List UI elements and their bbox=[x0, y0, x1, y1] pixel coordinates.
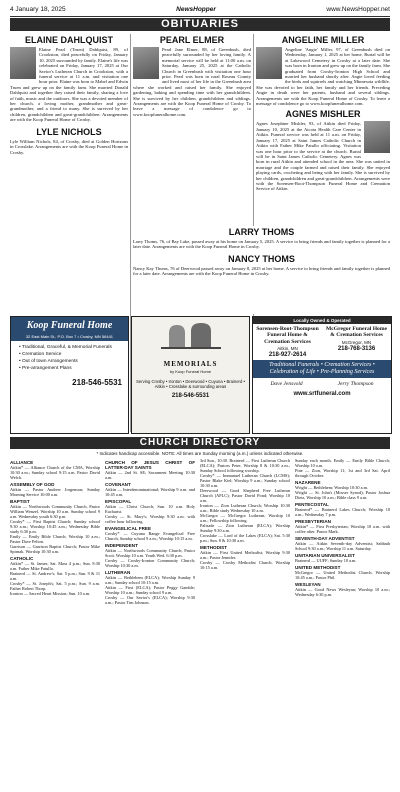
obit-text-lyle: Lyle William Nichols, 84, of Crosby, died at Golden Horizons in Crosslake. Arrangements are with the Koop Funeral Home in Crosby. bbox=[10, 138, 128, 155]
denomination-heading: INDEPENDENT bbox=[105, 543, 138, 548]
obit-text-pearl: Pearl Jane Elmer, 88, of Greenbush, died peacefully surrounded by her loving family. A memorial service will be held at 11:00 a.m. on Saturday, January 25, 2025 at the Catholic Church in Greenbush with visitation one hour prior. Pearl was born in rural Roseau County and lived most of her life in the Greenbush area where she worked and raised her family. She enjoyed gardening, baking and spending time with her grandchildren. She is survived by her children, grandchildren and siblings. Arrangements are with the Koop Funeral Home of Crosby. To leave a message of condolence go to www.koopfuneralhome.com. bbox=[133, 47, 251, 117]
church-listing: Crosby — Our Savior's (ELCA); Worship 9:30 a.m.; Pastor Tim Johnson. bbox=[105, 595, 195, 605]
church-listing: Crosby* — First Baptist Church; Sunday school 9:30 a.m.; Worship 10:45 a.m.; Wednesday Bible study 6:30 p.m. bbox=[10, 519, 100, 534]
website-link[interactable]: www.NewsHopper.net bbox=[326, 6, 390, 13]
church-listing: Garrison — Garrison Baptist Church; Pastor Mike Spirnak. Worship 10:30 a.m. bbox=[10, 544, 100, 554]
church-listing: Brainerd* — Brainerd Lakes Church; Worship 10 a.m.; Wednesday 7 p.m. bbox=[295, 507, 390, 517]
koop-ad-phone[interactable]: 218-546-5531 bbox=[72, 378, 122, 387]
obit-text-elaine: Elaine Pearl (Truen) Dahlquist, 89, of Crookston, died peacefully on Friday, January 10, 2025 surrounded by family. Elaine's life was celebrated on Friday, January 17, 2025 at Our Savior's Lutheran Church in Crookston, with a funeral service at 11 a.m. and visitation one hour prior. Elaine was born to Mabel and Edwin Truen and grew up on the family farm. She married Donald Dahlquist and together they raised their family, sharing a love of faith, music and the outdoors. She was a devoted member of her church, a loving mother, grandmother and great-grandmother, and a friend to many. She is survived by her children, grandchildren and great-grandchildren. Arrangements are with the Koop Funeral Home of Crosby. bbox=[10, 47, 128, 123]
page-date: 4 January 18, 2025 bbox=[10, 6, 66, 13]
church-listing: Aitkin* — First Presbyterian; Worship 10 a.m. with coffee after. Pastor Mark. bbox=[295, 524, 390, 534]
denomination-heading: LUTHERAN bbox=[105, 570, 131, 575]
funeral-home-left bbox=[253, 324, 322, 360]
denomination-heading: METHODIST bbox=[200, 545, 228, 550]
church-listing: Aitkin — Bethlehem (ELCA); Worship Sunday 9 a.m.; Sunday school 10:15 a.m. bbox=[105, 575, 195, 585]
koop-service-item: • Out of town Arrangements bbox=[19, 359, 78, 364]
obit-text-agnes: Agnes Josephine Mishler, 93, of Aitkin died Friday, January 10, 2025 at the Aicota Health Care Center in Aitkin. Funeral service was held at 11 a.m. on Friday, January 17, 2025 at Saint James Catholic Church in Aitkin with Father Mike Patullo officiating. Visitation was one hour prior to the service at the church. Burial will be in Saint James Catholic Cemetery. Agnes was born in rural Aitkin and attended school in the area. She was united in marriage and the couple farmed and raised their family. She enjoyed playing cards, crocheting and being with her family. She is survived by her children, grandchildren and great-grandchildren. Arrangements were with the Sorensen-Root-Thompson Funeral Home and Cremation Service of Aitkin. bbox=[256, 121, 390, 192]
denomination-heading: NAZARENE bbox=[295, 480, 321, 485]
church-listing: Aitkin — Northwoods Community Church, Pastor William Wenzel. Worship 10 a.m. Sunday school 9 a.m. Wednesday youth 6:30 p.m. bbox=[10, 504, 100, 519]
denomination-heading: BAPTIST bbox=[10, 499, 30, 504]
denomination-heading: EPISCOPAL bbox=[105, 499, 132, 504]
church-listing: Crosby* — St. Joseph's; Sat. 5 p.m.; Sun. 9 a.m. Father Robert Thorp. bbox=[10, 581, 100, 591]
portrait-photo-angeline bbox=[256, 47, 282, 79]
church-listing: Crosby* — Immanuel Lutheran Church (LCMS); Pastor Blake Kiel; Worship 9 a.m.; Sunday school 10:30 a.m. bbox=[200, 473, 290, 488]
obituaries-banner: OBITUARIES bbox=[10, 18, 390, 31]
church-directory-note: * Indicates handicap accessible. NOTE: All times are Sunday morning (a.m.) unless indicated otherwise. bbox=[96, 451, 304, 456]
church-listing: Crosby — Crosby-Ironton Community Church; Worship 10:30 a.m. bbox=[105, 558, 195, 568]
church-listing: Crosby — St. Mary's; Worship 9:30 a.m. with coffee hour following. bbox=[105, 514, 195, 524]
denomination-heading: WESLEYAN bbox=[295, 582, 321, 587]
funeral-home-right-name: McGregor Funeral Home & Cremation Services bbox=[326, 326, 387, 339]
church-listing: Wright — St. John's (Mosser Synod); Pastor Joshua Dietz, Worship 10 a.m.; Bible class 9 a.m. bbox=[295, 490, 390, 500]
church-listing: Ironton — Zion Lutheran Church; Worship 10:30 a.m.; Bible study Wednesday 10 a.m. bbox=[200, 503, 290, 513]
church-listing: Brainerd — St. Andrew's; Sat. 5 p.m.; Sun. 9 & 11 a.m. bbox=[10, 571, 100, 581]
church-listing: Palisade — Zion Lutheran (ELCA); Worship Sunday 9:30 a.m. bbox=[200, 523, 290, 533]
obit-text-angeline: Angeline 'Angie' Miller, 97, of Greenbush died on Wednesday, January 1, 2025 at her home. Burial will be at Lakewood Cemetery in Crosby at a later date. She was born in Ironton and grew up on the family farm. She graduated from Crosby-Ironton High School and married her husband shortly after. Angie loved feeding the birds and squirrels and watching Minnesota wildlife. She was devoted to her faith, her family and her friends. Preceding Angie in death were her parents, husband and several siblings. Arrangements are with the Koop Funeral Home of Crosby. To leave a message of condolence go to www.koopfuneralhome.com. bbox=[256, 47, 390, 107]
obit-text-nancy: Nancy Kay Thoms, 76 of Deerwood passed away on January 8, 2025 at her home. A service to bring friends and family together is planned for a later date. Arrangements are with the Koop Funeral Home in Crosby. bbox=[133, 265, 390, 277]
church-listing: Pine — Zion, Worship 11; 1st and 3rd Sat. April through October. bbox=[295, 468, 390, 478]
church-listing: Aitkin* — St. James; Sat. Mass 4 p.m.; Sun. 8:30 a.m. Father Mike Patullo. bbox=[10, 561, 100, 571]
denomination-heading: UNITARIAN UNIVERSALIST bbox=[295, 553, 355, 558]
koop-ad-title: Koop Funeral Home bbox=[11, 317, 128, 334]
church-listing: Aitkin — Good News Wesleyan; Worship 10 a.m.; Wednesday 6:30 p.m. bbox=[295, 587, 390, 597]
church-listing: Ironton — Sacred Heart Mission; Sun. 10 a.m. bbox=[10, 591, 91, 596]
denomination-heading: CATHOLIC bbox=[10, 556, 34, 561]
church-listing: McGregor — United Methodist Church; Worship 10:45 a.m.; Pastor Phil. bbox=[295, 570, 390, 580]
funeral-ad-row bbox=[253, 324, 391, 360]
obit-lower-block bbox=[133, 226, 390, 314]
church-listing: Sunday each month. Emily — Emily Bible Church; Worship 10 a.m. bbox=[295, 458, 390, 468]
memorials-phone[interactable]: 218-546-5531 bbox=[171, 393, 210, 400]
funeral-home-left-name: Sorensen-Root-Thompson Funeral Home & Cremation Services bbox=[256, 326, 319, 345]
koop-service-item: • Cremation Service bbox=[19, 352, 62, 357]
church-listing: Emily — Emily Bible Church; Worship 10 a.m.; Pastor Dave Pelton. bbox=[10, 534, 100, 544]
obit-name-pearl: PEARL ELMER bbox=[159, 35, 225, 45]
church-column-4 bbox=[295, 458, 390, 788]
koop-service-item: • Traditional, Graceful, & Memorial Funerals bbox=[19, 345, 112, 350]
funeral-services-band: Traditional Funerals • Cremation Services • Celebration of Life • Pre-Planning Services bbox=[253, 360, 391, 378]
church-listing: McGregor — McGregor Lutheran; Worship 10 a.m.; Fellowship following. bbox=[200, 513, 290, 523]
church-listing: Aitkin — 2nd St. SE; Sacrament Meeting 10:30 a.m. bbox=[105, 470, 195, 480]
koop-service-item: • Pre-arrangement Plans bbox=[19, 366, 72, 371]
denomination-heading: UNITED METHODIST bbox=[295, 565, 341, 570]
denomination-heading: EVANGELICAL FREE bbox=[105, 526, 152, 531]
church-listing: Aitkin* — Alliance Church of the CMA, Worship 10:30 a.m.; Sunday school 9:15 a.m. Pastor David Welch. bbox=[10, 465, 100, 480]
church-listing: Crosby* — Cuyuna Range Evangelical Free Church; Sunday school 9 a.m.; Worship 10:15 a.m. bbox=[105, 531, 195, 541]
funeral-home-right-city: McGregor, MN bbox=[341, 339, 372, 345]
church-listing: Aitkin — Christ Church; Sun. 10 a.m. Holy Eucharist. bbox=[105, 504, 195, 514]
denomination-heading: COVENANT bbox=[105, 482, 131, 487]
church-listing: Aitkin — Interdenominational; Worship 9 a.m. and 10:45 a.m. bbox=[105, 487, 195, 497]
memorials-sub: by Koop Funeral Home bbox=[169, 369, 212, 374]
church-listing: Aitkin — Aitkin Seventh-day Adventist; Sabbath School 9:30 a.m.; Worship 11 a.m. Saturday. bbox=[295, 541, 390, 551]
church-directory-banner: CHURCH DIRECTORY bbox=[10, 437, 390, 449]
funeral-homes-ad[interactable] bbox=[252, 316, 392, 434]
koop-ad-address: 32 East Main St., P.O. Box 7 • Crosby, MN 56441 bbox=[11, 334, 128, 341]
brand-name: NewsHopper bbox=[176, 6, 216, 13]
denomination-heading: CHURCH OF JESUS CHRIST OF LATTER-DAY SAINTS bbox=[105, 460, 195, 470]
headstone-icon bbox=[161, 323, 221, 349]
church-listing: 3rd Sun., 10:30. Brainerd — First Lutheran Church (ELCA); Pastors Peter, Worship 8 & 10:30 a.m.; Sunday School following worship. bbox=[200, 458, 290, 473]
funeral-home-right bbox=[322, 324, 391, 360]
church-listing: Brainerd — UUFF; Sunday 10 a.m. bbox=[295, 558, 357, 563]
church-column-2 bbox=[105, 458, 195, 788]
portrait-photo-agnes bbox=[364, 121, 390, 153]
memorials-logo: MEMORIALS bbox=[163, 360, 218, 368]
funeral-home-left-city: Aitkin, MN bbox=[277, 346, 298, 352]
church-listing: Aitkin — Northwoods Community Church; Pastor Scott. Worship 10 a.m. Youth Wed. 6:30 p.m. bbox=[105, 548, 195, 558]
funeral-home-right-phone[interactable]: 218-768-3136 bbox=[337, 345, 376, 352]
church-listing: Crosby — Crosby Methodist Church; Worship 10:15 a.m. bbox=[200, 560, 290, 570]
koop-service-list bbox=[19, 344, 128, 372]
denomination-heading: PRESBYTERIAN bbox=[295, 519, 331, 524]
obit-name-agnes: AGNES MISHLER bbox=[285, 109, 361, 120]
denomination-heading: ALLIANCE bbox=[10, 460, 34, 465]
church-listing: Wright — Bethlehem; Worship 10:30 a.m. bbox=[295, 485, 369, 490]
denomination-heading: PENTECOSTAL bbox=[295, 502, 329, 507]
denomination-heading: ASSEMBLY OF GOD bbox=[10, 482, 55, 487]
obit-name-angeline: ANGELINE MILLER bbox=[281, 35, 365, 45]
church-listing: Crosslake — Lord of the Lakes (ELCA); Sat. 5:30 p.m.; Sun. 8 & 10:30 a.m. bbox=[200, 533, 290, 543]
funeral-ad-bar: Locally Owned & Operated bbox=[253, 317, 391, 324]
obit-column-1 bbox=[10, 34, 128, 314]
church-column-3 bbox=[200, 458, 290, 788]
owner-left: Dave Jensvold bbox=[270, 381, 303, 388]
portrait-photo-pearl bbox=[133, 47, 159, 79]
obit-name-elaine: ELAINE DAHLQUIST bbox=[24, 35, 113, 45]
obit-name-lyle: LYLE NICHOLS bbox=[36, 126, 102, 137]
church-listing: Aitkin — First United Methodist; Worship 9:30 a.m.; Pastor Jennifer. bbox=[200, 550, 290, 560]
obit-name-larry: LARRY THOMS bbox=[228, 227, 295, 237]
funeral-website[interactable]: www.srtfuneral.com bbox=[293, 391, 351, 398]
obit-text-larry: Larry Thoms, 76, of Bay Lake, passed away at his home on January 5, 2025. A service to bring friends and family together is planned for a later date. Arrangements are with the Koop Funeral Home in Crosby. bbox=[133, 239, 390, 250]
memorials-ad[interactable] bbox=[131, 316, 250, 434]
page-header bbox=[10, 3, 390, 17]
church-listing: Aitkin — First (ELCA); Pastor Peggy Gamble; Worship 10 a.m.; Sunday school 9 a.m. bbox=[105, 585, 195, 595]
funeral-owners bbox=[253, 381, 391, 387]
owner-right: Jerry Thompson bbox=[337, 381, 374, 388]
funeral-home-left-phone[interactable]: 218-927-2614 bbox=[268, 352, 307, 359]
obit-name-nancy: NANCY THOMS bbox=[228, 253, 295, 264]
church-listing: Deerwood — Good Shepherd Free Lutheran Church (AFLC); Pastor David Pond; Worship 10 a.m. bbox=[200, 488, 290, 503]
koop-funeral-ad[interactable] bbox=[10, 316, 129, 434]
church-column-1 bbox=[10, 458, 100, 788]
denomination-heading: SEVENTH-DAY ADVENTIST bbox=[295, 536, 355, 541]
church-listing: Aitkin — Pastor Andrew Jorgenson; Sunday Morning Service 10:00 a.m. bbox=[10, 487, 100, 497]
memorials-cities: Serving Crosby • Ironton • Deerwood • Cuyuna • Brainerd • Aitkin • Crosslake & surrounding areas bbox=[136, 379, 245, 390]
portrait-photo-elaine bbox=[10, 47, 36, 79]
